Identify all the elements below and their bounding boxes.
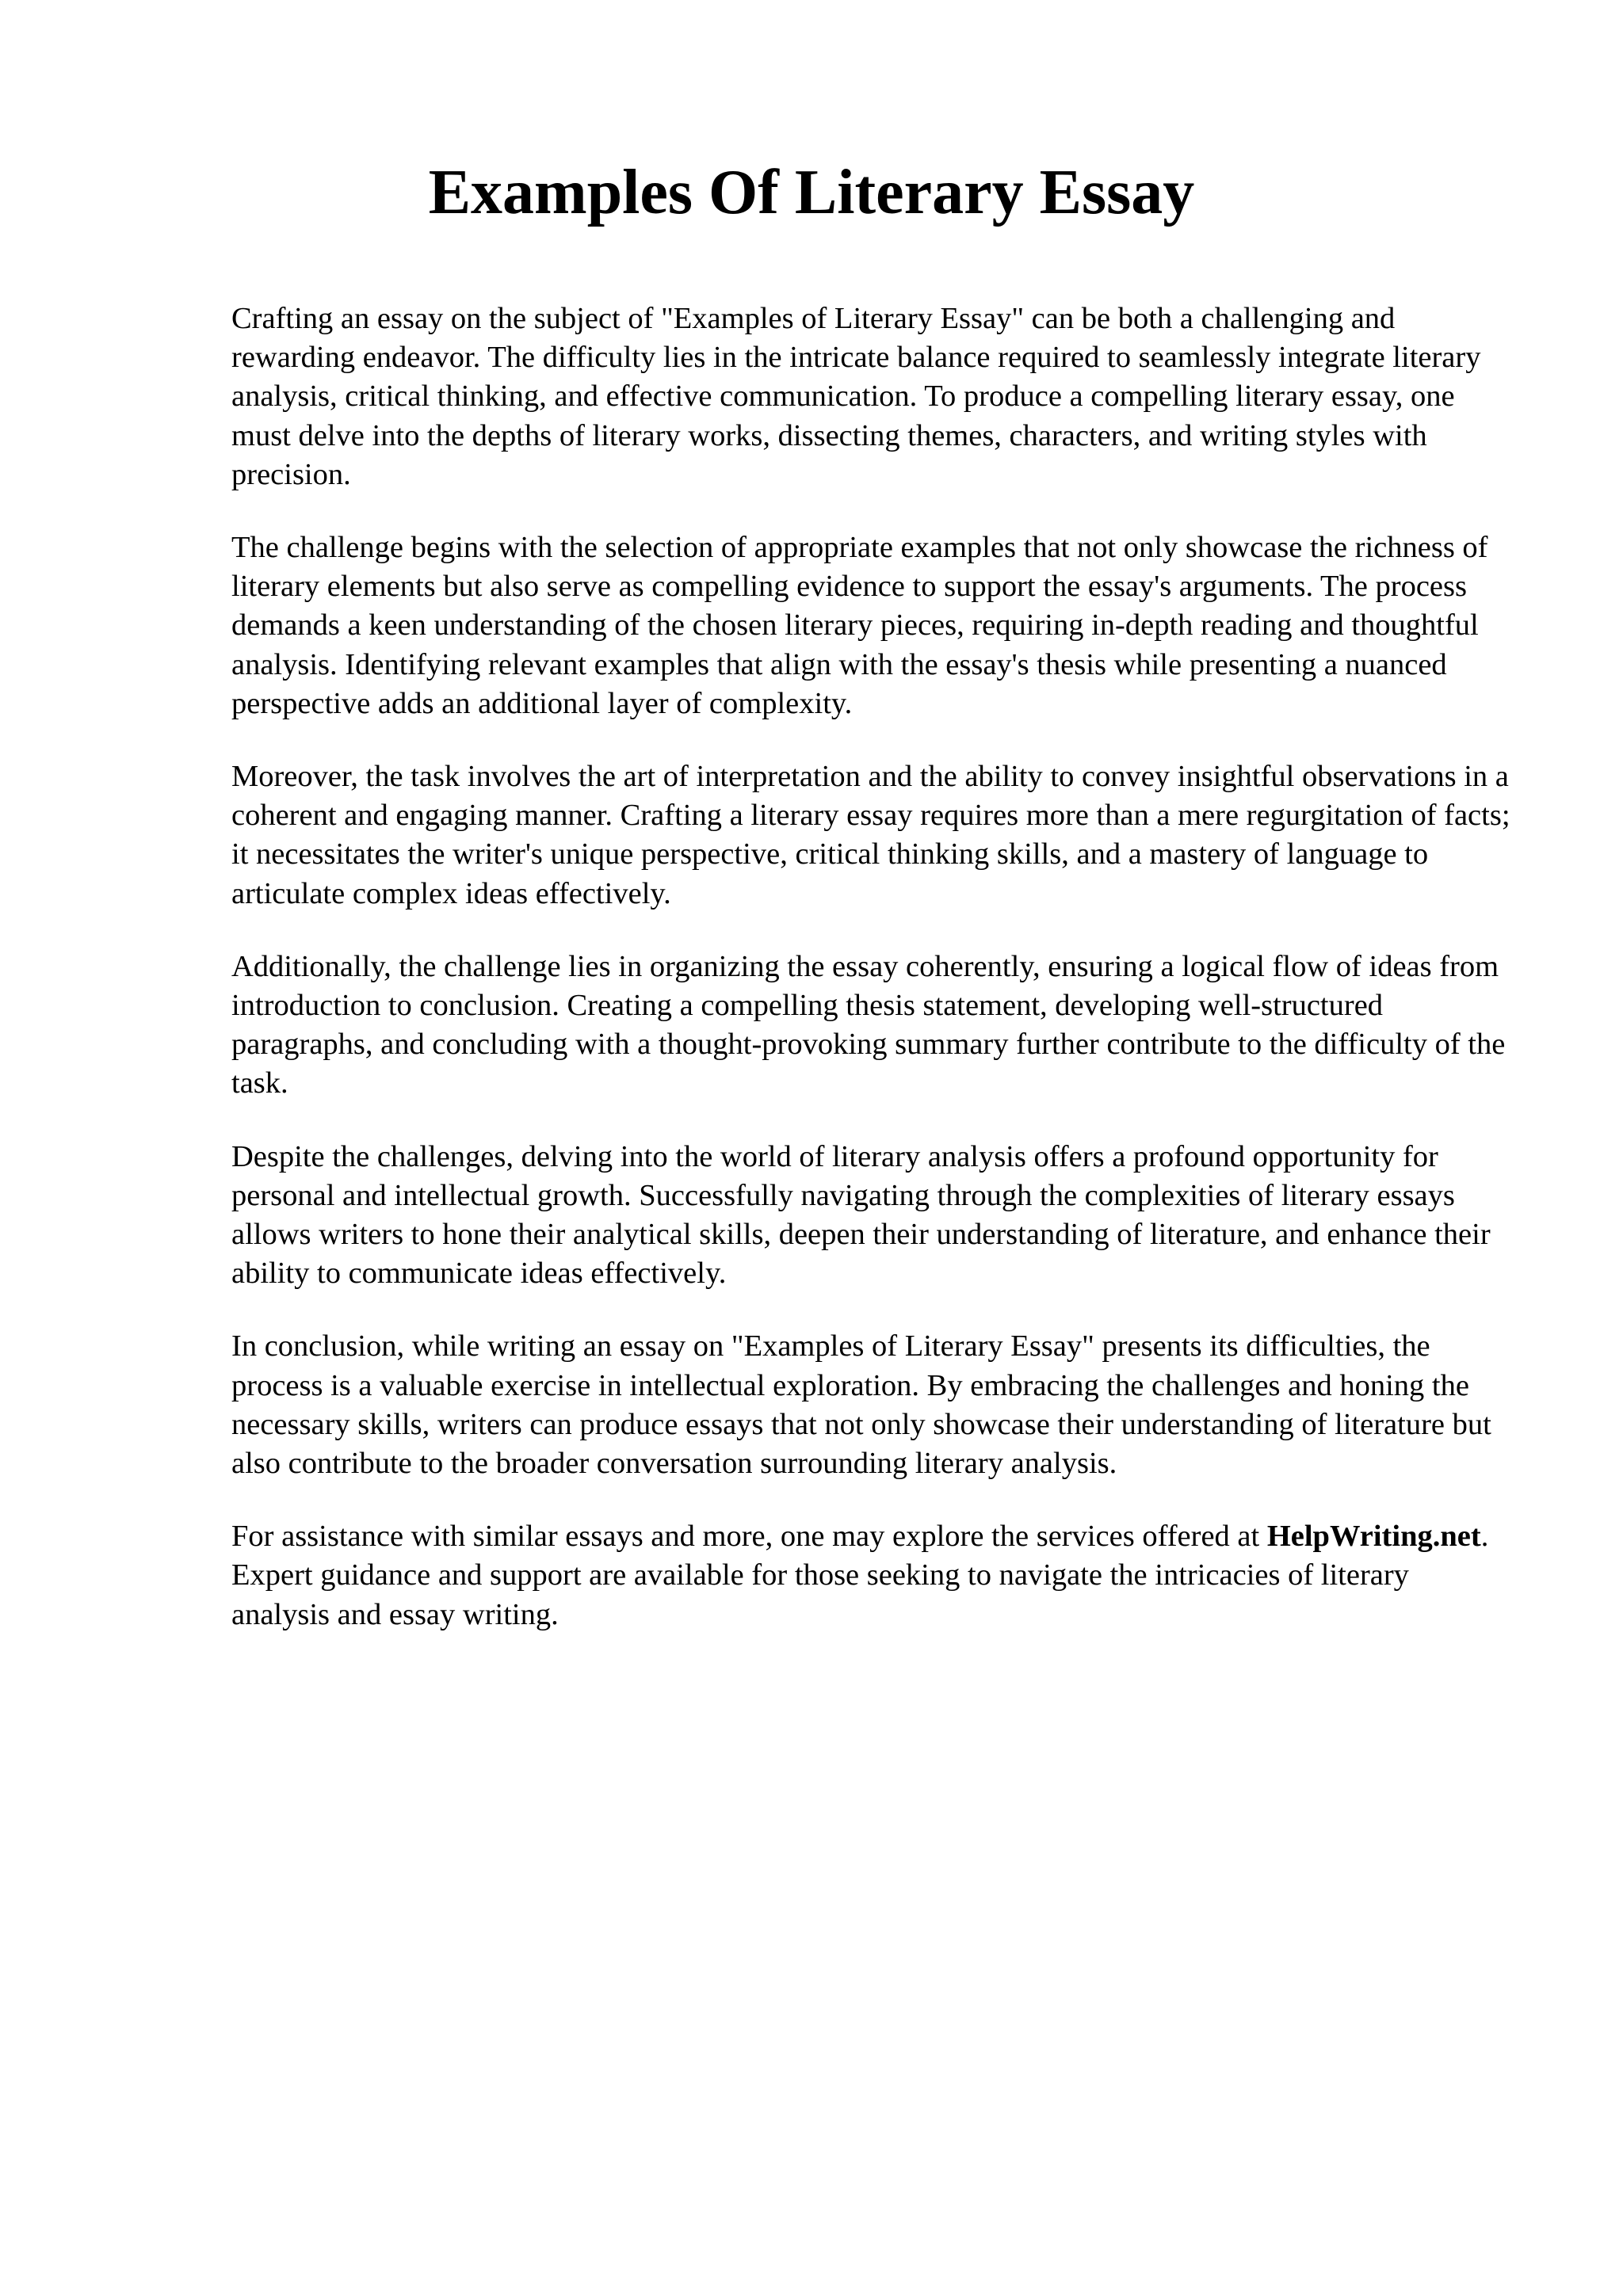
paragraph-5: Despite the challenges, delving into the world of literary analysis offers a profound opportunity for personal and intellectual growth. Successfully navigating through the complexities of literary essays allows writers to hone their analytical skills, deepen their understanding of literature, and enhance their ability to communicate ideas effectively. <box>231 1139 1491 1291</box>
paragraph-6: In conclusion, while writing an essay on "Examples of Literary Essay" presents its difficulties, the process is a valuable exercise in intellectual exploration. By embracing the challenges and honing the necessary skills, writers can produce essays that not only showcase their understanding of literature but also contribute to the broader conversation surrounding literary analysis. <box>231 1329 1491 1481</box>
closing-text-before: For assistance with similar essays and more, one may explore the services offered at <box>231 1520 1267 1554</box>
document-title: Examples Of Literary Essay <box>428 158 1195 227</box>
brand-name: HelpWriting.net <box>1266 1520 1481 1554</box>
closing-text-after: . Expert guidance and support are available for those seeking to navigate the intricacies of literary analysis and essay writing. <box>231 1520 1489 1631</box>
document-body <box>231 299 1514 1669</box>
paragraph-4: Additionally, the challenge lies in organizing the essay coherently, ensuring a logical flow of ideas from introduction to conclusion. Creating a compelling thesis statement, developing well-structured paragraphs, and concluding with a thought-provoking summary further contribute to the difficulty of the task. <box>231 949 1506 1100</box>
paragraph-1: Crafting an essay on the subject of "Examples of Literary Essay" can be both a challenging and rewarding endeavor. The difficulty lies in the intricate balance required to seamlessly integrate literary analysis, critical thinking, and effective communication. To produce a compelling literary essay, one must delve into the depths of literary works, dissecting themes, characters, and writing styles with precision. <box>231 302 1481 491</box>
paragraph-2: The challenge begins with the selection of appropriate examples that not only showcase the richness of literary elements but also serve as compelling evidence to support the essay's arguments. The process demands a keen understanding of the chosen literary pieces, requiring in-depth reading and thoughtful analysis. Identifying relevant examples that align with the essay's thesis while presenting a nuanced perspective adds an additional layer of complexity. <box>231 531 1488 720</box>
closing-paragraph <box>231 1517 1514 1634</box>
paragraph-3: Moreover, the task involves the art of interpretation and the ability to convey insightful observations in a coherent and engaging manner. Crafting a literary essay requires more than a mere regurgitation of facts; it necessitates the writer's unique perspective, critical thinking skills, and a mastery of language to articulate complex ideas effectively. <box>231 760 1510 910</box>
